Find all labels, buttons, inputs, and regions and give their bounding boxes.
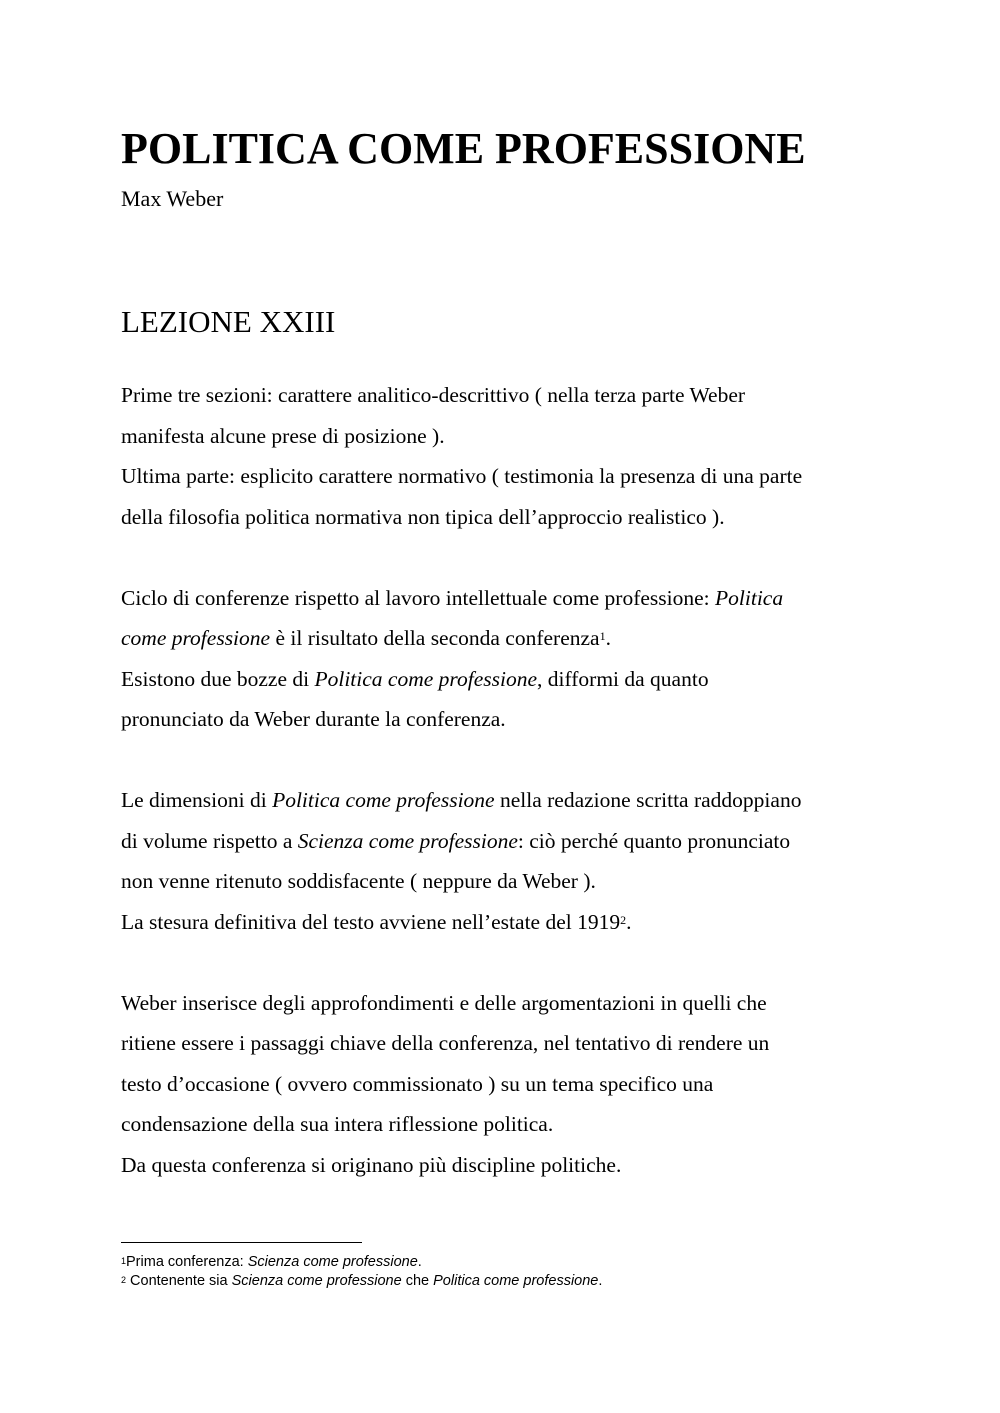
footnote-separator [121,1242,362,1243]
paragraph-3-line-1: Le dimensioni di Politica come professione nella redazione scritta raddoppiano [121,788,802,812]
paragraph-3-line-3: non venne ritenuto soddisfacente ( neppure da Weber ). [121,869,596,893]
paragraph-1-line-4: della filosofia politica normativa non tipica dell’approccio realistico ). [121,504,725,529]
footnotes [121,1253,602,1291]
footnote-marker: 2 [121,1275,127,1285]
work-title-italic: Scienza come professione [297,828,518,853]
paragraph-2-line-2: come professione è il risultato della seconda conferenza$^1$. [121,626,611,650]
paragraph-spacer [121,942,881,983]
paragraph-2-line-3: Esistono due bozze di Politica come professione, difformi da quanto [121,666,709,691]
paragraph-3-line-4: La stesura definitiva del testo avviene nell’estate del 1919$^2$. [121,909,632,934]
paragraph-2-line-4: pronunciato da Weber durante la conferenza. [121,707,506,731]
work-title-italic: Politica [715,585,784,610]
author-name: Max Weber [121,186,224,211]
paragraph-4-line-2: ritiene essere i passaggi chiave della conferenza, nel tentativo di rendere un [121,1031,770,1055]
paragraph-4-line-3: testo d’occasione ( ovvero commissionato ) su un tema specifico una [121,1071,714,1096]
paragraph-3-line-2: di volume rispetto a Scienza come professione: ciò perché quanto pronunciato [121,828,791,853]
lesson-heading: LEZIONE XXIII [121,304,336,339]
footnote-ref-1[interactable]: 1 [599,629,606,643]
paragraph-1-line-3: Ultima parte: esplicito carattere normativo ( testimonia la presenza di una parte [121,464,803,488]
paragraph-4-line-4: condensazione della sua intera riflessione politica. [121,1112,554,1136]
work-title-italic: come professione [121,626,271,650]
footnote-marker: 1 [121,1256,127,1266]
footnote-ref-2[interactable]: 2 [620,912,627,927]
paragraph-4-line-1: Weber inserisce degli approfondimenti e delle argomentazioni in quelli che [121,990,767,1015]
paragraph-1-line-2: manifesta alcune prese di posizione ). [121,423,445,448]
work-title-italic: Politica come professione [314,666,537,691]
work-title-italic: Politica come professione [272,788,495,812]
footnote-2: $^2$ Contenente sia Scienza come professione che Politica come professione. [121,1273,603,1289]
paragraph-spacer [121,740,881,781]
paragraph-1-line-1: Prime tre sezioni: carattere analitico-descrittivo ( nella terza parte Weber [121,383,746,407]
paragraph-2-line-1: Ciclo di conferenze rispetto al lavoro intellettuale come professione: Politica [121,585,784,610]
footnote-1: $^1$Prima conferenza: Scienza come professione. [121,1254,422,1270]
paragraph-spacer [121,537,881,578]
paragraph-4-line-5: Da questa conferenza si originano più discipline politiche. [121,1152,622,1177]
body-text [121,375,881,1185]
document-title: POLITICA COME PROFESSIONE [121,124,806,173]
